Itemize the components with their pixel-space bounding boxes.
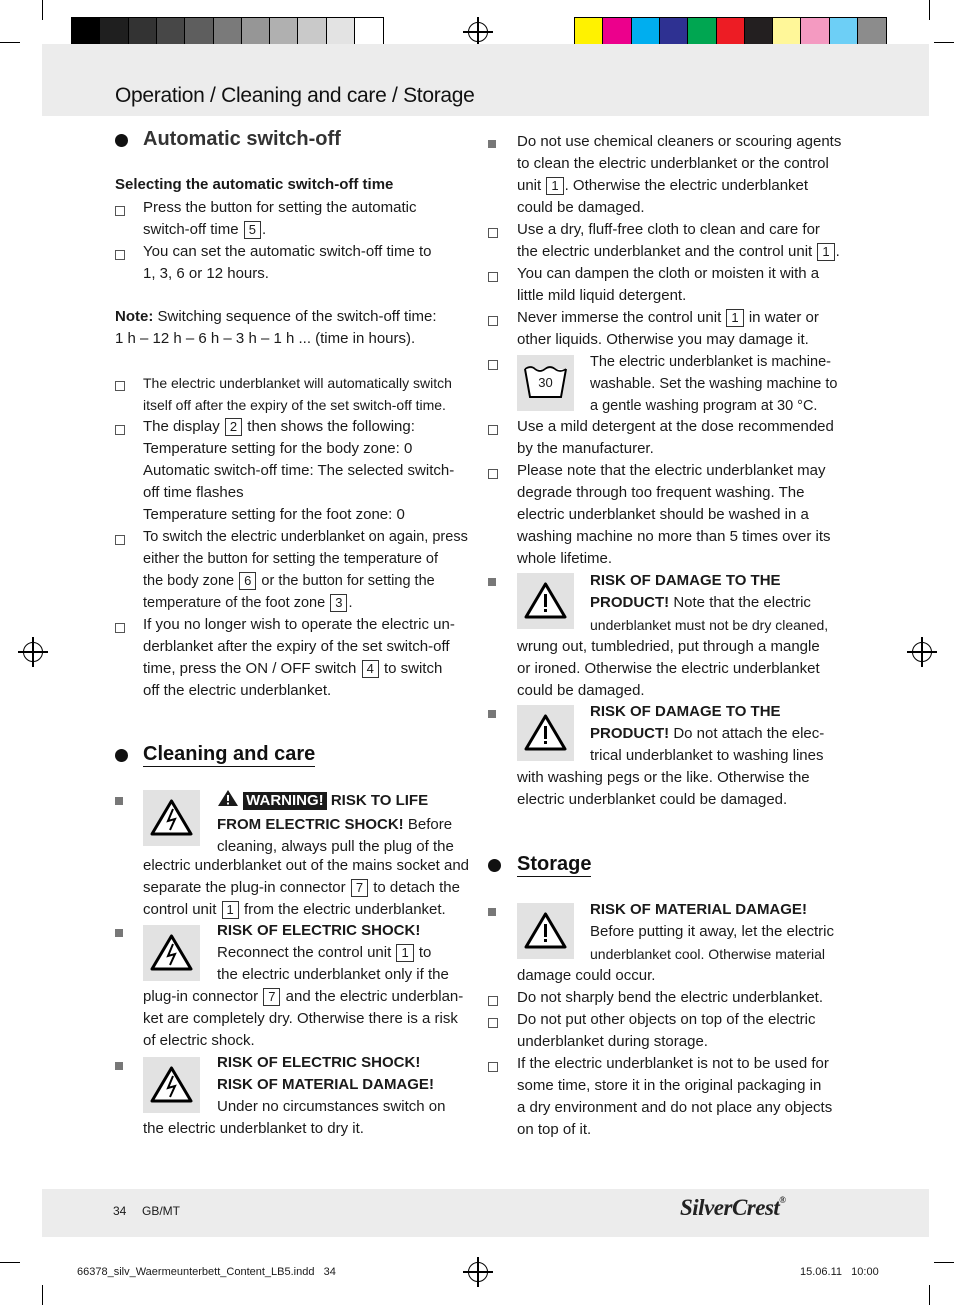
- note: Note: Switching sequence of the switch-off time: 1 h – 12 h – 6 h – 3 h – 1 h ... (time in hours).: [115, 308, 437, 347]
- list-item: Do not use chemical cleaners or scouring agents to clean the electric underblanket or the control unit 1 . Otherwise the electric underblanket could be damaged.: [517, 133, 842, 216]
- ref-number: 1: [222, 901, 239, 919]
- warning-text-cont: with washing pegs or the like. Otherwise the electric underblanket could be damaged.: [517, 769, 810, 808]
- color-swatch: [575, 18, 603, 46]
- list-bullet: [488, 469, 498, 479]
- ref-number: 4: [362, 660, 379, 678]
- list-bullet: [115, 250, 125, 260]
- print-slug-file: 66378_silv_Waermeunterbett_Content_LB5.indd 34: [77, 1266, 336, 1278]
- list-item: To switch the electric underblanket on again, press either the button for setting the temperature of the body zone 6 or the button for setting the temperature of the foot zone 3 .: [143, 529, 468, 611]
- color-swatch: [773, 18, 801, 46]
- ref-number: 3: [330, 594, 347, 612]
- color-swatch: [157, 18, 185, 46]
- page-number: 34: [113, 1204, 127, 1218]
- list-item: Please note that the electric underblanket may degrade through too frequent washing. The electric underblanket should be washed in a washing machine no more than 5 times over its whole lifetime.: [517, 462, 831, 567]
- electric-shock-icon: [143, 790, 200, 846]
- list-item: Press the button for setting the automatic switch-off time 5 .: [143, 199, 417, 238]
- ref-number: 1: [396, 944, 413, 962]
- color-swatch: [660, 18, 688, 46]
- list-bullet: [488, 316, 498, 326]
- list-item: If you no longer wish to operate the electric un- derblanket after the expiry of the set switch-off time, press the ON / OFF switch 4 to switch off the electric underblanket.: [143, 616, 455, 699]
- list-bullet: [488, 272, 498, 282]
- warning-text: RISK OF ELECTRIC SHOCK! RISK OF MATERIAL DAMAGE! Under no circumstances switch on: [217, 1054, 446, 1115]
- registration-mark: [468, 22, 488, 42]
- caution-icon: [517, 705, 574, 761]
- crop-mark: [929, 0, 930, 20]
- warning-bullet: [115, 1062, 123, 1070]
- ref-number: 1: [726, 309, 743, 327]
- caution-icon: [517, 903, 574, 959]
- ref-number: 1: [817, 243, 834, 261]
- brand-logo: SilverCrest®: [680, 1195, 786, 1220]
- warning-triangle-icon: [217, 789, 239, 814]
- color-swatch: [72, 18, 100, 46]
- crop-mark: [42, 1285, 43, 1305]
- list-item: Use a mild detergent at the dose recommended by the manufacturer.: [517, 418, 834, 457]
- warning-text: RISK OF MATERIAL DAMAGE! Before putting it away, let the electric underblanket cool. Otherwise material: [590, 901, 835, 962]
- color-swatch: [603, 18, 631, 46]
- heading-automatic-switch-off: Automatic switch-off: [143, 128, 341, 150]
- list-bullet: [115, 206, 125, 216]
- warning-bullet: [115, 797, 123, 805]
- warning-text-cont: wrung out, tumbledried, put through a mangle or ironed. Otherwise the electric underblanket could be damaged.: [517, 638, 820, 699]
- ref-number: 6: [239, 572, 256, 590]
- list-bullet: [115, 425, 125, 435]
- list-item: You can dampen the cloth or moisten it with a little mild liquid detergent.: [517, 265, 820, 304]
- ref-number: 7: [351, 879, 368, 897]
- crop-mark: [929, 1285, 930, 1305]
- color-swatch: [858, 18, 886, 46]
- list-bullet: [115, 623, 125, 633]
- registration-mark: [468, 1262, 488, 1282]
- color-swatch: [242, 18, 270, 46]
- list-item: Never immerse the control unit 1 in water or other liquids. Otherwise you may damage it.: [517, 309, 819, 348]
- list-item: Do not put other objects on top of the electric underblanket during storage.: [517, 1011, 816, 1050]
- section-bullet: [488, 859, 501, 872]
- warning-bullet: [488, 710, 496, 718]
- ref-number: 1: [546, 177, 563, 195]
- heading-cleaning-and-care: Cleaning and care: [143, 743, 316, 765]
- list-item: The electric underblanket will automatically switch itself off after the expiry of the set switch-off time.: [143, 375, 452, 413]
- color-swatch: [214, 18, 242, 46]
- ref-number: 2: [225, 418, 242, 436]
- color-swatch: [298, 18, 326, 46]
- list-bullet: [488, 1018, 498, 1028]
- page-title: Operation / Cleaning and care / Storage: [115, 84, 475, 107]
- registration-mark: [23, 642, 43, 662]
- caution-icon: [517, 573, 574, 629]
- color-swatch: [632, 18, 660, 46]
- section-bullet: [115, 749, 128, 762]
- section-bullet: [115, 134, 128, 147]
- ref-number: 5: [244, 221, 261, 239]
- warning-text-cont: the electric underblanket to dry it.: [143, 1120, 364, 1137]
- color-swatch: [327, 18, 355, 46]
- list-item: The display 2 then shows the following: Temperature setting for the body zone: 0 Automatic switch-off time: The selected switch- off time flashes Temperature setting for the foot zone: 0: [143, 418, 455, 523]
- color-swatch: [830, 18, 858, 46]
- crop-mark: [934, 1262, 954, 1263]
- crop-mark: [0, 1262, 20, 1263]
- color-swatch: [717, 18, 745, 46]
- color-swatch: [185, 18, 213, 46]
- list-item: The electric underblanket is machine- washable. Set the washing machine to a gentle washing program at 30 °C.: [590, 354, 838, 414]
- list-item: If the electric underblanket is not to be used for some time, store it in the original packaging in a dry environment and do not place any objects on top of it.: [517, 1055, 833, 1138]
- color-swatch: [100, 18, 128, 46]
- wash-temperature: 30: [538, 375, 553, 390]
- warning-bullet: [488, 578, 496, 586]
- list-item: Use a dry, fluff-free cloth to clean and care for the electric underblanket and the control unit 1 .: [517, 221, 840, 260]
- ref-number: 7: [263, 988, 280, 1006]
- electric-shock-icon: [143, 925, 200, 981]
- crop-mark: [0, 42, 20, 43]
- warning-text: RISK OF ELECTRIC SHOCK! Reconnect the control unit 1 to the electric underblanket only if the: [217, 922, 449, 983]
- color-swatch: [270, 18, 298, 46]
- warning-bullet: [115, 929, 123, 937]
- list-bullet: [115, 535, 125, 545]
- washing-tub-icon: [517, 355, 574, 411]
- color-swatch: [688, 18, 716, 46]
- list-bullet: [115, 381, 125, 391]
- heading-storage: Storage: [517, 853, 592, 875]
- warning-text: RISK OF DAMAGE TO THE PRODUCT! Do not attach the elec- trical underblanket to washing lines: [590, 703, 825, 764]
- electric-shock-icon: [143, 1057, 200, 1113]
- crop-mark: [42, 0, 43, 20]
- warning-text: RISK OF DAMAGE TO THE PRODUCT! Note that the electric underblanket must not be dry cleaned,: [590, 572, 829, 633]
- subheading-selecting-time: Selecting the automatic switch-off time: [115, 176, 394, 193]
- color-swatch: [129, 18, 157, 46]
- warning-text-cont: electric underblanket out of the mains socket and separate the plug-in connector 7 to detach the control unit 1 from the electric underblanket.: [143, 857, 470, 918]
- list-bullet: [488, 140, 496, 148]
- list-bullet: [488, 425, 498, 435]
- print-slug-date: 15.06.11 10:00: [800, 1266, 879, 1278]
- list-item: Do not sharply bend the electric underblanket.: [517, 989, 824, 1006]
- warning-text-cont: plug-in connector 7 and the electric underblan- ket are completely dry. Otherwise there is a risk of electric shock.: [143, 988, 464, 1049]
- registration-mark: [912, 642, 932, 662]
- list-item: You can set the automatic switch-off time to 1, 3, 6 or 12 hours.: [143, 243, 432, 282]
- color-swatch: [355, 18, 383, 46]
- warning-text-cont: damage could occur.: [517, 967, 656, 984]
- color-swatch: [745, 18, 773, 46]
- language-code: GB/MT: [142, 1204, 180, 1218]
- warning-bullet: [488, 908, 496, 916]
- list-bullet: [488, 228, 498, 238]
- warning-label: WARNING!: [243, 792, 327, 810]
- warning-text: WARNING! RISK TO LIFE FROM ELECTRIC SHOCK! Before cleaning, always pull the plug of the: [217, 789, 467, 858]
- list-bullet: [488, 360, 498, 370]
- crop-mark: [934, 42, 954, 43]
- color-swatch: [801, 18, 829, 46]
- list-bullet: [488, 1062, 498, 1072]
- list-bullet: [488, 996, 498, 1006]
